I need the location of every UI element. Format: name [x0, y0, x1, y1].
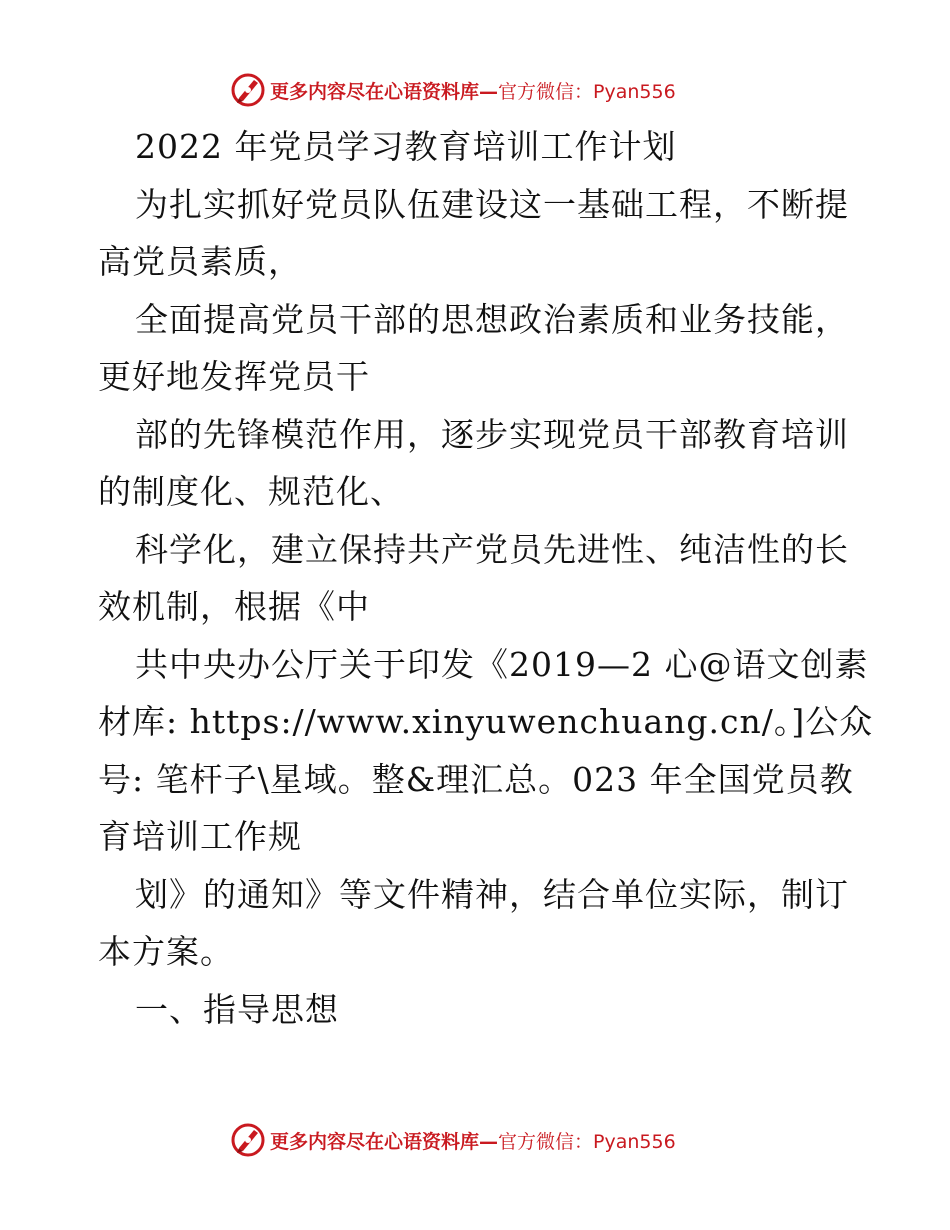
watermark-wechat: 官方微信：Pyan556	[498, 1130, 676, 1153]
watermark-site: 更多内容尽在心语资料库	[270, 1130, 480, 1153]
watermark-separator: —	[479, 80, 499, 103]
paragraph-line: 号: 笔杆子\星域。整&理汇总。023 年全国党员教	[98, 759, 854, 799]
watermark-wechat: 官方微信：Pyan556	[498, 80, 676, 103]
watermark-text	[270, 1127, 676, 1154]
paragraph-line: 更好地发挥党员干	[98, 357, 370, 396]
watermark-separator: —	[479, 1130, 499, 1153]
paragraph-line: 材库: https://www.xinyuwenchuang.cn/。]公众	[98, 702, 874, 741]
document-title: 2022 年党员学习教育培训工作计划	[135, 127, 677, 166]
pen-logo-icon	[230, 1122, 266, 1158]
paragraph-line: 高党员素质，	[98, 242, 302, 281]
paragraph-line: 为扎实抓好党员队伍建设这一基础工程，不断提	[135, 184, 849, 224]
section-heading: 一、指导思想	[135, 989, 339, 1029]
paragraph-line: 本方案。	[98, 932, 234, 971]
paragraph-line: 效机制，根据《中	[98, 587, 370, 626]
document-body	[98, 118, 874, 1038]
paragraph-line: 划》的通知》等文件精神，结合单位实际，制订	[135, 874, 849, 914]
paragraph-line: 部的先锋模范作用，逐步实现党员干部教育培训	[135, 414, 849, 454]
watermark-site: 更多内容尽在心语资料库	[270, 80, 480, 103]
paragraph-line: 全面提高党员干部的思想政治素质和业务技能，	[135, 299, 849, 339]
paragraph-line: 科学化，建立保持共产党员先进性、纯洁性的长	[135, 529, 849, 569]
watermark-banner-bottom	[230, 1120, 750, 1160]
pen-logo-icon	[230, 72, 266, 108]
paragraph-line: 共中央办公厅关于印发《2019—2 心@语文创素	[135, 644, 869, 684]
watermark-banner-top	[230, 70, 750, 110]
watermark-text	[270, 77, 676, 104]
paragraph-line: 育培训工作规	[98, 817, 302, 856]
paragraph-line: 的制度化、规范化、	[98, 472, 404, 511]
